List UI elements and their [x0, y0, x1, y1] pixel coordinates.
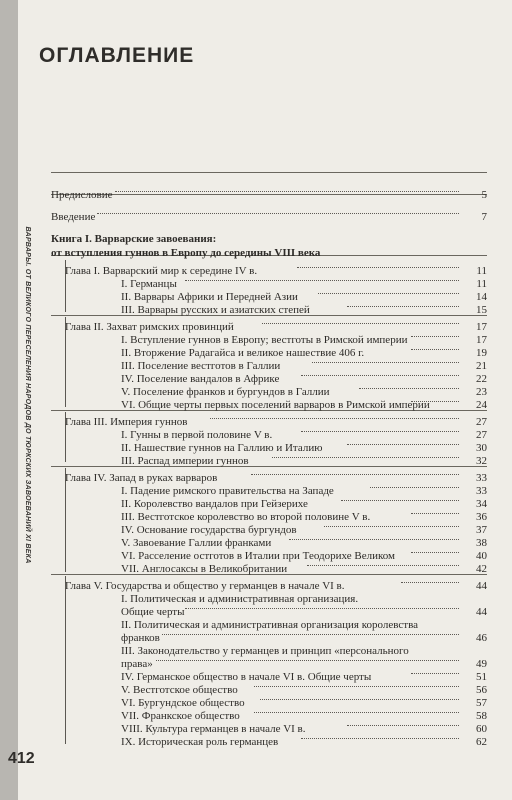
toc-leader [185, 607, 459, 609]
toc-leader [359, 387, 459, 389]
toc-entry-page: 46 [476, 632, 487, 644]
toc-entry-page: 37 [476, 524, 487, 536]
toc-entry-title: Глава II. Захват римских провинций [65, 321, 234, 333]
toc-entry-title: Предисловие [51, 189, 113, 201]
toc-entry-title: VI. Общие черты первых поселений варваров в Римской империи [121, 399, 430, 411]
toc-entry-page: 32 [476, 455, 487, 467]
toc-entry-page: 56 [476, 684, 487, 696]
toc-entry-page: 21 [476, 360, 487, 372]
toc-entry-page: 27 [476, 416, 487, 428]
toc-entry-page: 38 [476, 537, 487, 549]
toc-entry-page: 36 [476, 511, 487, 523]
toc-entry-title: II. Королевство вандалов при Гейзерихе [121, 498, 308, 510]
toc-leader [301, 737, 459, 739]
toc-entry-title: VII. Англосаксы в Великобритании [121, 563, 288, 575]
toc-entry-title: франков [121, 632, 160, 644]
toc-leader [347, 305, 459, 307]
toc-entry-page: 60 [476, 723, 487, 735]
page-number: 412 [8, 750, 35, 767]
toc-leader [411, 512, 459, 514]
toc-leader [297, 266, 459, 268]
toc-leader [370, 486, 459, 488]
toc-entry-page: 15 [476, 304, 487, 316]
toc-entry-page: 49 [476, 658, 487, 670]
toc-leader [318, 292, 459, 294]
toc-entry-page: 30 [476, 442, 487, 454]
toc-entry-page: 11 [476, 278, 487, 290]
toc-leader [411, 400, 459, 402]
page-title: ОГЛАВЛЕНИЕ [39, 44, 195, 67]
toc-entry-page: 22 [476, 373, 487, 385]
toc-leader [254, 685, 459, 687]
toc-entry-page: 40 [476, 550, 487, 562]
toc-leader [162, 633, 459, 635]
toc-entry-title: права» [121, 658, 153, 670]
toc-leader [262, 322, 459, 324]
toc-entry-title: II. Политическая и административная организация королевства [121, 619, 418, 631]
toc-entry-title: Общие черты [121, 606, 185, 618]
toc-entry-page: 42 [476, 563, 487, 575]
toc-entry-page: 11 [476, 265, 487, 277]
toc-leader [301, 430, 459, 432]
toc-entry-page: 19 [476, 347, 487, 359]
toc-entry-title: Глава III. Империя гуннов [65, 416, 188, 428]
toc-entry-title: I. Политическая и административная организация. [121, 593, 359, 605]
toc-leader [324, 525, 459, 527]
toc-entry-page: 7 [481, 211, 487, 223]
toc-entry-title: Глава IV. Запад в руках варваров [65, 472, 218, 484]
toc-entry-title: VI. Бургундское общество [121, 697, 245, 709]
toc-leader [272, 456, 459, 458]
toc-entry-page: 24 [476, 399, 487, 411]
side-strip [0, 0, 18, 800]
toc-entry-page: 23 [476, 386, 487, 398]
toc-entry-title: Введение [51, 211, 96, 223]
toc-entry-title: VIII. Культура германцев в начале VI в. [121, 723, 306, 735]
toc-entry-title: I. Гунны в первой половине V в. [121, 429, 273, 441]
toc-leader [347, 443, 459, 445]
toc-leader [411, 348, 459, 350]
toc-entry-title: III. Варвары русских и азиатских степей [121, 304, 310, 316]
toc-entry-title: V. Завоевание Галлии франками [121, 537, 272, 549]
toc-leader [401, 581, 459, 583]
toc-entry-page: 33 [476, 485, 487, 497]
toc-leader [260, 698, 459, 700]
toc-entry-title: V. Поселение франков и бургундов в Галлии [121, 386, 330, 398]
toc-entry-page: 5 [481, 189, 487, 201]
toc-entry-page: 44 [476, 606, 487, 618]
toc-leader [341, 499, 459, 501]
toc-entry-title: от вступления гуннов в Европу до середины VIII века [51, 247, 321, 259]
toc-leader [411, 672, 459, 674]
toc-entry-page: 17 [476, 321, 487, 333]
toc-leader [312, 361, 459, 363]
toc-entry-title: Глава I. Варварский мир к середине IV в. [65, 265, 258, 277]
toc-entry-title: III. Поселение вестготов в Галлии [121, 360, 281, 372]
toc-indent-rule [65, 576, 66, 744]
toc-entry-title: IV. Основание государства бургундов [121, 524, 297, 536]
toc-leader [185, 279, 459, 281]
toc-entry-page: 44 [476, 580, 487, 592]
toc-leader [347, 724, 459, 726]
toc-leader [411, 551, 459, 553]
toc-entry-page: 34 [476, 498, 487, 510]
toc-entry-title: IV. Германское общество в начале VI в. Общие черты [121, 671, 372, 683]
toc-entry-title: IV. Поселение вандалов в Африке [121, 373, 280, 385]
toc-entry-title: I. Германцы [121, 278, 177, 290]
toc-leader [251, 473, 459, 475]
toc-entry-page: 17 [476, 334, 487, 346]
toc-leader [115, 190, 459, 192]
toc-leader [156, 659, 459, 661]
toc-entry-title: V. Вестготское общество [121, 684, 238, 696]
toc-divider [51, 466, 487, 467]
toc-entry-title: Книга I. Варварские завоевания: [51, 233, 217, 245]
toc-leader [210, 417, 459, 419]
toc-entry-title: VII. Франкское общество [121, 710, 240, 722]
toc-entry-title: II. Нашествие гуннов на Галлию и Италию [121, 442, 323, 454]
toc-entry-title: II. Вторжение Радагайса и великое нашествие 406 г. [121, 347, 365, 359]
toc-entry-page: 51 [476, 671, 487, 683]
toc-leader [301, 374, 459, 376]
toc-leader [289, 538, 459, 540]
toc-divider [51, 194, 487, 195]
toc-entry-title: VI. Расселение остготов в Италии при Теодорихе Великом [121, 550, 396, 562]
toc-leader [411, 335, 459, 337]
toc-entry-title: Глава V. Государства и общество у германцев в начале VI в. [65, 580, 345, 592]
toc-entry-title: III. Законодательство у германцев и принцип «персонального [121, 645, 409, 657]
toc-leader [97, 212, 459, 214]
toc-leader [307, 564, 459, 566]
toc-leader [254, 711, 459, 713]
toc-entry-page: 58 [476, 710, 487, 722]
toc-entry-title: IX. Историческая роль германцев [121, 736, 279, 748]
toc-entry-page: 62 [476, 736, 487, 748]
toc-divider [51, 172, 487, 173]
toc-entry-title: II. Варвары Африки и Передней Азии [121, 291, 298, 303]
toc-entry-title: I. Вступление гуннов в Европу; вестготы в Римской империи [121, 334, 408, 346]
toc-entry-title: I. Падение римского правительства на Западе [121, 485, 334, 497]
toc-entry-title: III. Распад империи гуннов [121, 455, 249, 467]
toc-entry-page: 14 [476, 291, 487, 303]
toc-entry-title: III. Вестготское королевство во второй половине V в. [121, 511, 371, 523]
toc-entry-page: 27 [476, 429, 487, 441]
toc-entry-page: 57 [476, 697, 487, 709]
running-head: ВАРВАРЫ. ОТ ВЕЛИКОГО ПЕРЕСЕЛЕНИЯ НАРОДОВ ДО ТЮРКСКИХ ЗАВОЕВАНИЙ XI ВЕКА [24, 226, 32, 564]
toc-entry-page: 33 [476, 472, 487, 484]
